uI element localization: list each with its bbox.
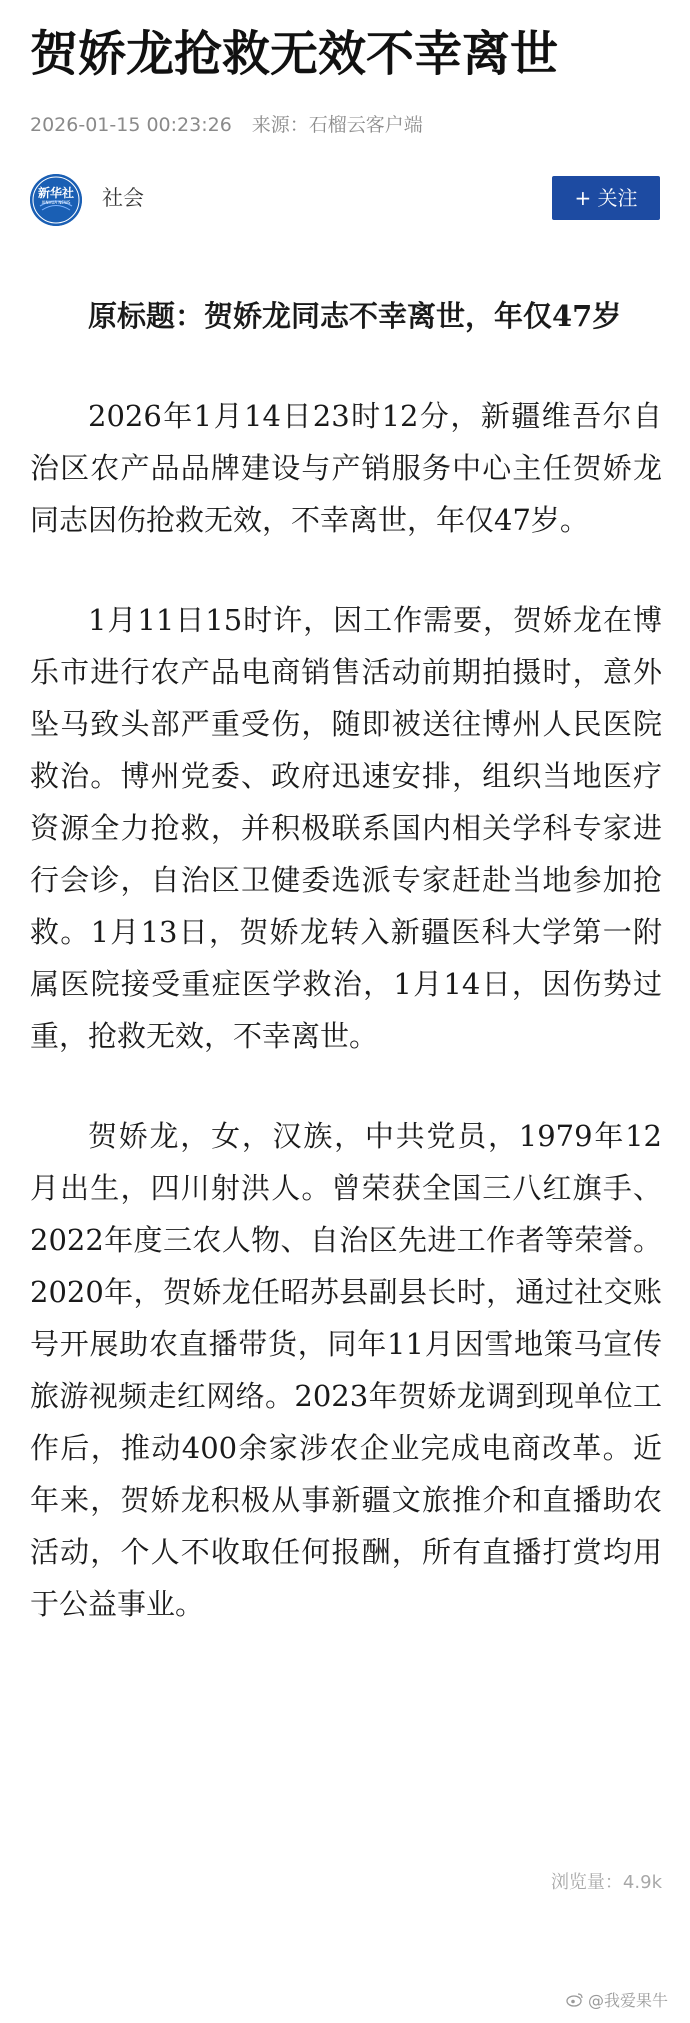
article-source: 来源：石榴云客户端 [251, 114, 423, 136]
publish-datetime: 2026-01-15 00:23:26 [30, 114, 232, 136]
watermark [566, 1988, 668, 2011]
xinhua-logo-icon[interactable] [30, 174, 82, 226]
view-count: 浏览量：4.9k [550, 1872, 662, 1893]
channel-name[interactable]: 社会 [102, 186, 144, 210]
article-meta [30, 112, 423, 138]
channel-bar [30, 172, 660, 228]
follow-button[interactable]: + 关注 [552, 176, 660, 220]
weibo-icon [566, 1992, 584, 2007]
logo-text: 新华社 [37, 186, 75, 200]
article-body [30, 290, 662, 1678]
article-title: 贺娇龙抢救无效不幸离世 [30, 26, 559, 82]
original-title-paragraph: 原标题：贺娇龙同志不幸离世，年仅47岁 [88, 299, 622, 333]
body-paragraph: 贺娇龙，女，汉族，中共党员，1979年12月出生，四川射洪人。曾荣获全国三八红旗手、2022年度三农人物、自治区先进工作者等荣誉。2020年，贺娇龙任昭苏县副县长时，通过社交账号开展助农直播带货，同年11月因雪地策马宣传旅游视频走红网络。2023年贺娇龙调到现单位工作后，推动400余家涉农企业完成电商改革。近年来，贺娇龙积极从事新疆文旅推介和直播助农活动，个人不收取任何报酬，所有直播打赏均用于公益事业。 [30, 1119, 662, 1621]
body-paragraph: 1月11日15时许，因工作需要，贺娇龙在博乐市进行农产品电商销售活动前期拍摄时，意外坠马致头部严重受伤，随即被送往博州人民医院救治。博州党委、政府迅速安排，组织当地医疗资源全力抢救，并积极联系国内相关学科专家进行会诊，自治区卫健委选派专家赶赴当地参加抢救。1月13日，贺娇龙转入新疆医科大学第一附属医院接受重症医学救治，1月14日，因伤势过重，抢救无效，不幸离世。 [30, 603, 662, 1053]
logo-subtext: XINHUA NEWS [41, 200, 71, 205]
body-paragraph: 2026年1月14日23时12分，新疆维吾尔自治区农产品品牌建设与产销服务中心主任贺娇龙同志因伤抢救无效，不幸离世，年仅47岁。 [30, 399, 662, 537]
watermark-text: @我爱果牛 [587, 1991, 668, 2010]
